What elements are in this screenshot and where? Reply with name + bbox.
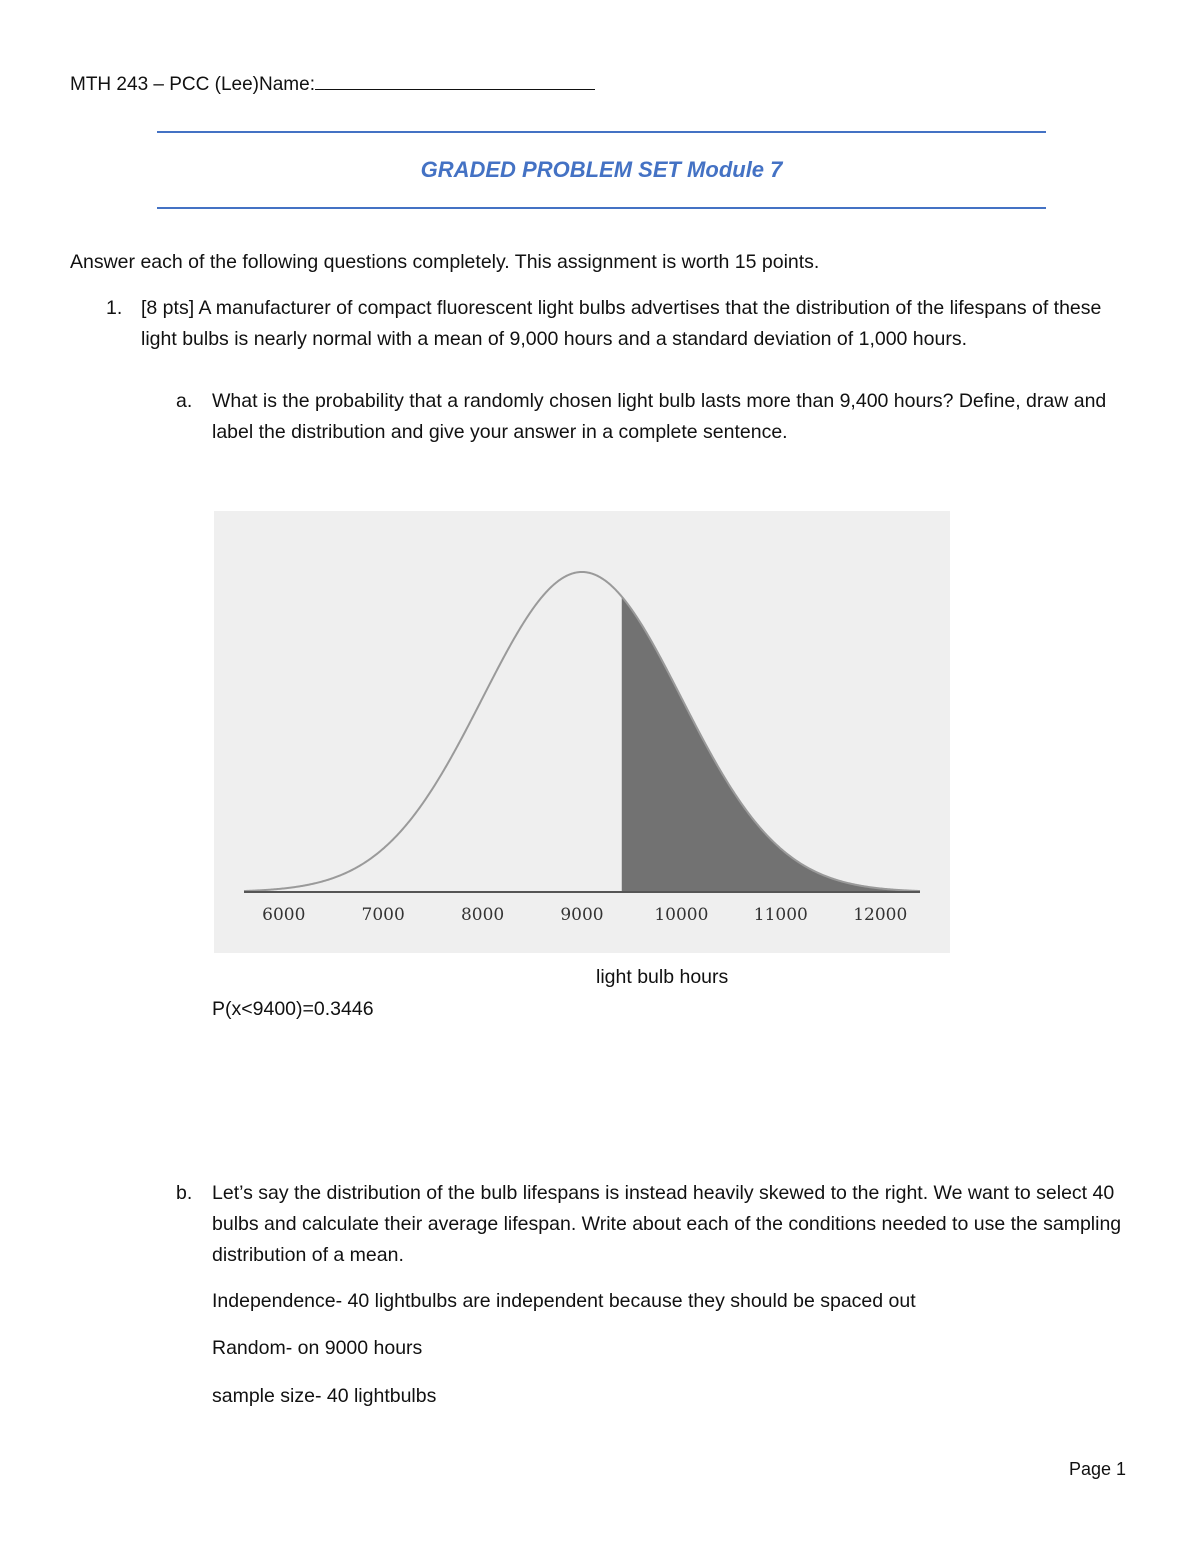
x-tick-label: 11000 <box>753 905 808 925</box>
instructions: Answer each of the following questions completely. This assignment is worth 15 points. <box>70 251 820 273</box>
page-header <box>70 74 595 96</box>
x-tick-label: 6000 <box>262 905 306 925</box>
x-tick-label: 8000 <box>460 905 505 925</box>
part-b-text: Let’s say the distribution of the bulb lifespans is instead heavily skewed to the right. We want to select 40 bulbs and calculate their average lifespan. Write about each of the conditions needed to use the sampling distribution of a mean. <box>212 1182 1122 1266</box>
part-a-text: What is the probability that a randomly chosen light bulb lasts more than 9,400 hours? Define, draw and label the distribution and give your answer in a complete sentence. <box>212 390 1107 443</box>
condition-random: Random- on 9000 hours <box>212 1337 423 1359</box>
title-top-rule <box>157 131 1046 133</box>
answer-a: P(x<9400)=0.3446 <box>212 998 374 1020</box>
page-number: Page 1 <box>1069 1459 1127 1479</box>
x-tick-label: 9000 <box>560 905 604 925</box>
condition-sample-size: sample size- 40 lightbulbs <box>212 1385 437 1407</box>
part-b-letter: b. <box>176 1182 193 1204</box>
page-title: GRADED PROBLEM SET Module 7 <box>420 157 783 182</box>
x-tick-label: 7000 <box>361 905 405 925</box>
question-1-text: [8 pts] A manufacturer of compact fluorescent light bulbs advertises that the distribution of the lifespans of these light bulbs is nearly normal with a mean of 9,000 hours and a standard deviation of 1,000 hours. <box>141 297 1102 350</box>
x-tick-label: 10000 <box>654 905 709 925</box>
part-a-letter: a. <box>176 390 193 412</box>
x-axis-label: light bulb hours <box>596 966 729 988</box>
normal-distribution-chart <box>214 511 950 953</box>
condition-independence: Independence- 40 lightbulbs are independent because they should be spaced out <box>212 1290 916 1312</box>
name-field[interactable] <box>315 74 595 90</box>
chart-svg <box>214 511 950 953</box>
course-name-label: MTH 243 – PCC (Lee)Name: <box>70 74 315 95</box>
question-1-number: 1. <box>106 297 123 319</box>
x-tick-label: 12000 <box>853 905 908 925</box>
title-bottom-rule <box>157 207 1046 209</box>
